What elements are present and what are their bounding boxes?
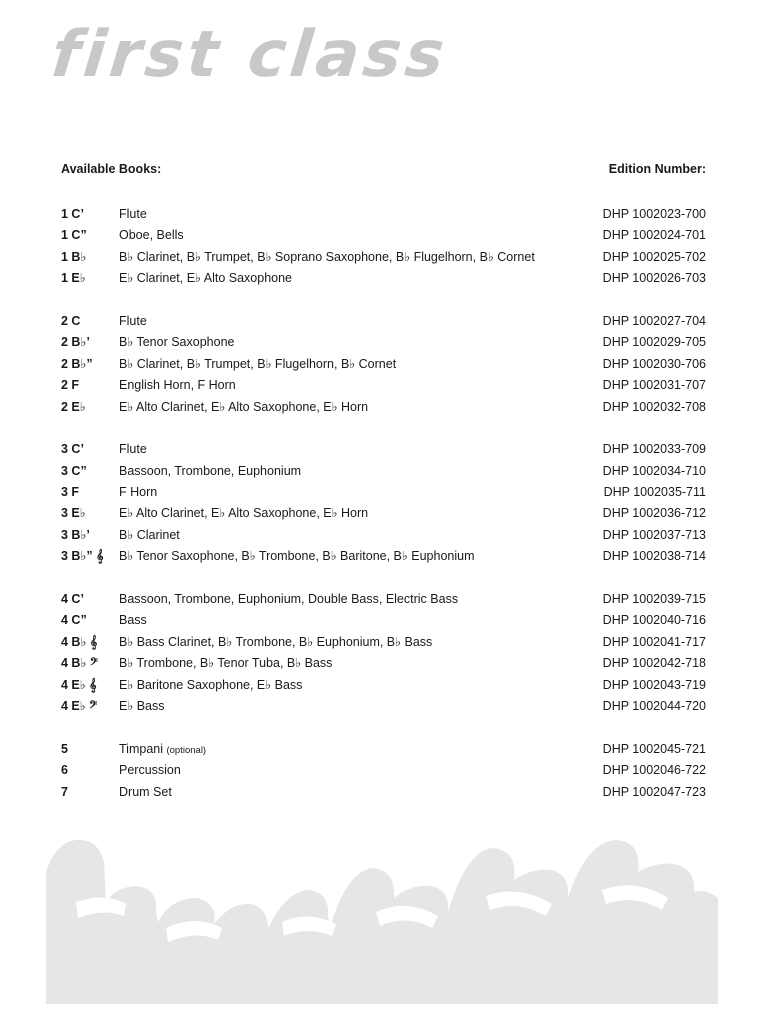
instruments-label: Drum Set bbox=[119, 784, 172, 799]
instruments-text bbox=[119, 461, 301, 482]
edition-number: DHP 1002036-712 bbox=[602, 506, 706, 521]
table-row bbox=[61, 311, 706, 332]
table-row bbox=[61, 546, 706, 567]
instruments-label: Flute bbox=[119, 442, 147, 457]
instruments-text bbox=[119, 739, 206, 761]
instruments-label: Bassoon, Trombone, Euphonium, Double Bass, Electric Bass bbox=[119, 592, 459, 607]
book-label: 4 C’ bbox=[61, 592, 84, 607]
edition-number: DHP 1002046-722 bbox=[602, 763, 706, 778]
book-label: 4 C” bbox=[61, 613, 87, 628]
book-label: 3 C” bbox=[61, 463, 87, 478]
edition-number: DHP 1002040-716 bbox=[602, 613, 706, 628]
instruments-label: B♭ Tenor Saxophone, B♭ Trombone, B♭ Baritone, B♭ Euphonium bbox=[119, 549, 475, 564]
table-row bbox=[61, 332, 706, 353]
edition-number: DHP 1002042-718 bbox=[602, 656, 706, 671]
instruments-text bbox=[119, 204, 147, 225]
instruments-label: B♭ Clarinet, B♭ Trumpet, B♭ Flugelhorn, B♭ Cornet bbox=[119, 356, 397, 371]
instruments-label: E♭ Alto Clarinet, E♭ Alto Saxophone, E♭ Horn bbox=[119, 506, 369, 521]
instruments-label: E♭ Bass bbox=[119, 698, 165, 713]
instruments-label: Flute bbox=[119, 313, 147, 328]
available-books-heading: Available Books: bbox=[61, 162, 162, 176]
book-label: 3 F bbox=[61, 485, 80, 500]
brand-logo: first class bbox=[48, 18, 452, 92]
instruments-text bbox=[119, 375, 236, 396]
book-label: 3 B♭’ bbox=[61, 527, 90, 542]
edition-number: DHP 1002033-709 bbox=[602, 442, 706, 457]
table-row bbox=[61, 439, 706, 460]
book-label: 1 C” bbox=[61, 228, 87, 243]
edition-number: DHP 1002026-703 bbox=[602, 271, 706, 286]
instruments-text bbox=[119, 782, 172, 803]
instruments-text bbox=[119, 311, 147, 332]
book-label: 3 E♭ bbox=[61, 506, 86, 521]
edition-number: DHP 1002031-707 bbox=[602, 378, 706, 393]
instruments-text bbox=[119, 653, 332, 674]
instruments-label: B♭ Tenor Saxophone bbox=[119, 335, 235, 350]
book-label: 2 B♭” bbox=[61, 356, 93, 371]
table-row bbox=[61, 653, 706, 674]
table-row bbox=[61, 782, 706, 803]
instruments-text bbox=[119, 696, 165, 717]
table-row bbox=[61, 247, 706, 268]
edition-number: DHP 1002024-701 bbox=[602, 228, 706, 243]
edition-number: DHP 1002034-710 bbox=[602, 463, 706, 478]
decorative-keyboard-graphic bbox=[46, 832, 718, 1004]
edition-number: DHP 1002032-708 bbox=[602, 399, 706, 414]
instruments-text bbox=[119, 225, 184, 246]
instruments-label: Percussion bbox=[119, 763, 181, 778]
instruments-label: Bass bbox=[119, 613, 147, 628]
instruments-text bbox=[119, 610, 147, 631]
book-label: 4 B♭ 𝄞 bbox=[61, 634, 98, 649]
instruments-label: B♭ Bass Clarinet, B♭ Trombone, B♭ Euphonium, B♭ Bass bbox=[119, 634, 433, 649]
book-label: 5 bbox=[61, 741, 68, 756]
instruments-label: Timpani bbox=[119, 741, 163, 756]
book-label: 3 C’ bbox=[61, 442, 84, 457]
edition-number: DHP 1002035-711 bbox=[603, 485, 706, 500]
instruments-text bbox=[119, 760, 181, 781]
edition-number: DHP 1002047-723 bbox=[602, 784, 706, 799]
instruments-label: F Horn bbox=[119, 485, 158, 500]
instruments-text bbox=[119, 268, 292, 289]
books-list bbox=[61, 204, 706, 803]
instruments-label: Oboe, Bells bbox=[119, 228, 184, 243]
table-row bbox=[61, 760, 706, 781]
instruments-text bbox=[119, 397, 368, 418]
table-row bbox=[61, 375, 706, 396]
instruments-label: Bassoon, Trombone, Euphonium bbox=[119, 463, 302, 478]
instruments-label: B♭ Clarinet, B♭ Trumpet, B♭ Soprano Saxophone, B♭ Flugelhorn, B♭ Cornet bbox=[119, 249, 535, 264]
book-label: 1 C’ bbox=[61, 207, 84, 221]
instruments-label: B♭ Clarinet bbox=[119, 527, 180, 542]
instruments-text bbox=[119, 525, 180, 546]
table-row bbox=[61, 461, 706, 482]
edition-number: DHP 1002044-720 bbox=[602, 698, 706, 713]
table-row bbox=[61, 204, 706, 225]
edition-number: DHP 1002029-705 bbox=[602, 335, 706, 350]
book-label: 2 E♭ bbox=[61, 399, 86, 414]
instruments-label: B♭ Trombone, B♭ Tenor Tuba, B♭ Bass bbox=[119, 656, 333, 671]
instruments-text bbox=[119, 332, 234, 353]
table-row bbox=[61, 675, 706, 696]
table-row bbox=[61, 482, 706, 503]
instruments-label: E♭ Baritone Saxophone, E♭ Bass bbox=[119, 677, 303, 692]
edition-number: DHP 1002023-700 bbox=[602, 207, 706, 221]
instruments-label: English Horn, F Horn bbox=[119, 378, 236, 393]
edition-number: DHP 1002025-702 bbox=[602, 249, 706, 264]
book-label: 4 E♭ 𝄢 bbox=[61, 698, 98, 713]
book-label: 3 B♭” 𝄞 bbox=[61, 549, 104, 564]
edition-number-heading: Edition Number: bbox=[608, 162, 706, 176]
table-row bbox=[61, 696, 706, 717]
instruments-label: Flute bbox=[119, 207, 147, 221]
book-label: 2 B♭’ bbox=[61, 335, 90, 350]
book-label: 2 F bbox=[61, 378, 80, 393]
instruments-text bbox=[119, 675, 302, 696]
edition-number: DHP 1002027-704 bbox=[602, 313, 706, 328]
table-row bbox=[61, 632, 706, 653]
table-row bbox=[61, 589, 706, 610]
instruments-label: E♭ Clarinet, E♭ Alto Saxophone bbox=[119, 271, 293, 286]
table-row bbox=[61, 503, 706, 524]
table-row bbox=[61, 525, 706, 546]
table-row bbox=[61, 354, 706, 375]
edition-number: DHP 1002043-719 bbox=[602, 677, 706, 692]
optional-note: (optional) bbox=[166, 744, 207, 756]
instruments-text bbox=[119, 546, 475, 567]
edition-number: DHP 1002039-715 bbox=[602, 592, 706, 607]
edition-number: DHP 1002041-717 bbox=[602, 634, 706, 649]
table-row bbox=[61, 397, 706, 418]
instruments-text bbox=[119, 247, 535, 268]
edition-number: DHP 1002037-713 bbox=[602, 527, 706, 542]
table-row bbox=[61, 268, 706, 289]
book-label: 2 C bbox=[61, 313, 81, 328]
edition-number: DHP 1002045-721 bbox=[602, 741, 706, 756]
book-label: 4 B♭ 𝄢 bbox=[61, 656, 98, 671]
book-label: 6 bbox=[61, 763, 68, 778]
instruments-text bbox=[119, 589, 458, 610]
instruments-text bbox=[119, 503, 368, 524]
book-label: 7 bbox=[61, 784, 68, 799]
instruments-label: E♭ Alto Clarinet, E♭ Alto Saxophone, E♭ Horn bbox=[119, 399, 369, 414]
table-row bbox=[61, 739, 706, 760]
table-header bbox=[61, 162, 706, 176]
instruments-text bbox=[119, 482, 157, 503]
book-label: 1 B♭ bbox=[61, 249, 87, 264]
book-label: 4 E♭ 𝄞 bbox=[61, 677, 97, 692]
edition-number: DHP 1002038-714 bbox=[602, 549, 706, 564]
table-row bbox=[61, 610, 706, 631]
table-row bbox=[61, 225, 706, 246]
instruments-text bbox=[119, 354, 396, 375]
instruments-text bbox=[119, 439, 147, 460]
edition-number: DHP 1002030-706 bbox=[602, 356, 706, 371]
instruments-text bbox=[119, 632, 432, 653]
book-label: 1 E♭ bbox=[61, 271, 86, 286]
